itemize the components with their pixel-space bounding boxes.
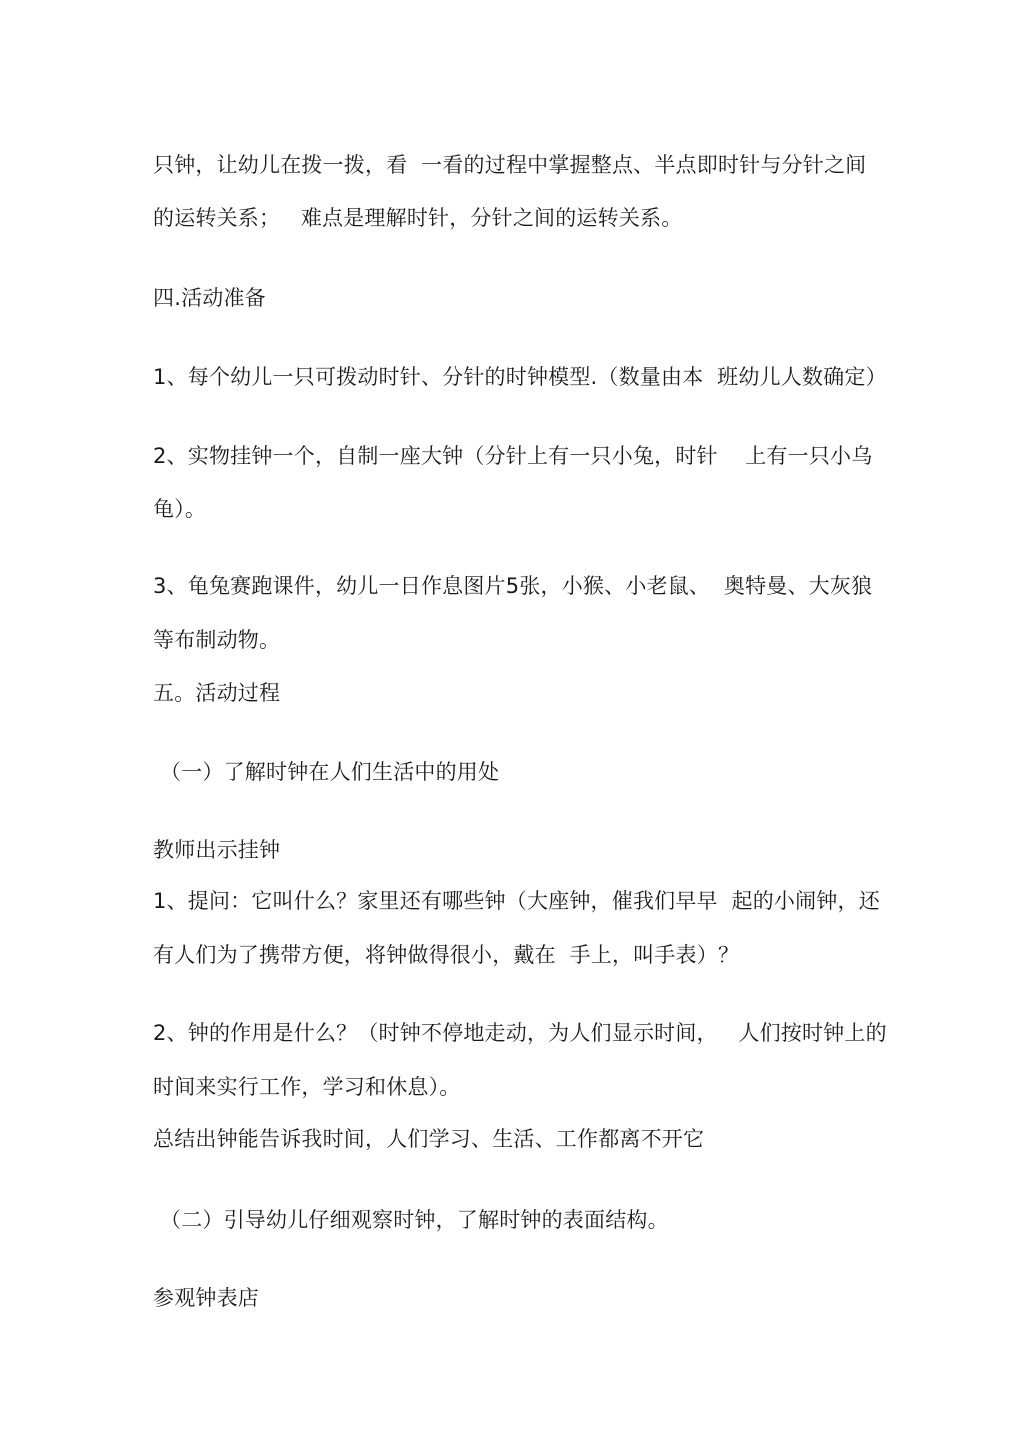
subsection-heading: （一）了解时钟在人们生活中的用处 [160, 760, 500, 784]
text-line: 只钟，让幼儿在拨一拨，看 一看的过程中掌握整点、半点即时针与分针之间 [153, 153, 867, 177]
text-line: 2、实物挂钟一个，自制一座大钟（分针上有一只小兔，时针 上有一只小乌 [153, 444, 873, 468]
text-line: 教师出示挂钟 [153, 838, 281, 862]
text-line: 龟）。 [153, 497, 207, 521]
subsection-heading: （二）引导幼儿仔细观察时钟，了解时钟的表面结构。 [160, 1208, 669, 1232]
text-line: 3、龟兔赛跑课件，幼儿一日作息图片5张，小猴、小老鼠、 奥特曼、大灰狼 [153, 574, 873, 598]
text-line: 时间来实行工作，学习和休息）。 [153, 1075, 461, 1099]
text-line: 2、钟的作用是什么？（时钟不停地走动，为人们显示时间， 人们按时钟上的 [153, 1021, 887, 1045]
section-heading: 四.活动准备 [153, 286, 266, 310]
text-line: 参观钟表店 [153, 1286, 259, 1310]
text-line: 的运转关系； 难点是理解时针，分针之间的运转关系。 [153, 206, 683, 230]
text-line: 总结出钟能告诉我时间，人们学习、生活、工作都离不开它 [153, 1127, 705, 1151]
text-line: 1、每个幼儿一只可拨动时针、分针的时钟模型.（数量由本 班幼儿人数确定） [153, 365, 887, 389]
text-line: 有人们为了携带方便，将钟做得很小，戴在 手上，叫手表）？ [153, 943, 740, 967]
text-line: 等布制动物。 [153, 628, 281, 652]
text-line: 1、提问：它叫什么？家里还有哪些钟（大座钟，催我们早早 起的小闹钟，还 [153, 889, 880, 913]
section-heading: 五。活动过程 [153, 681, 281, 705]
